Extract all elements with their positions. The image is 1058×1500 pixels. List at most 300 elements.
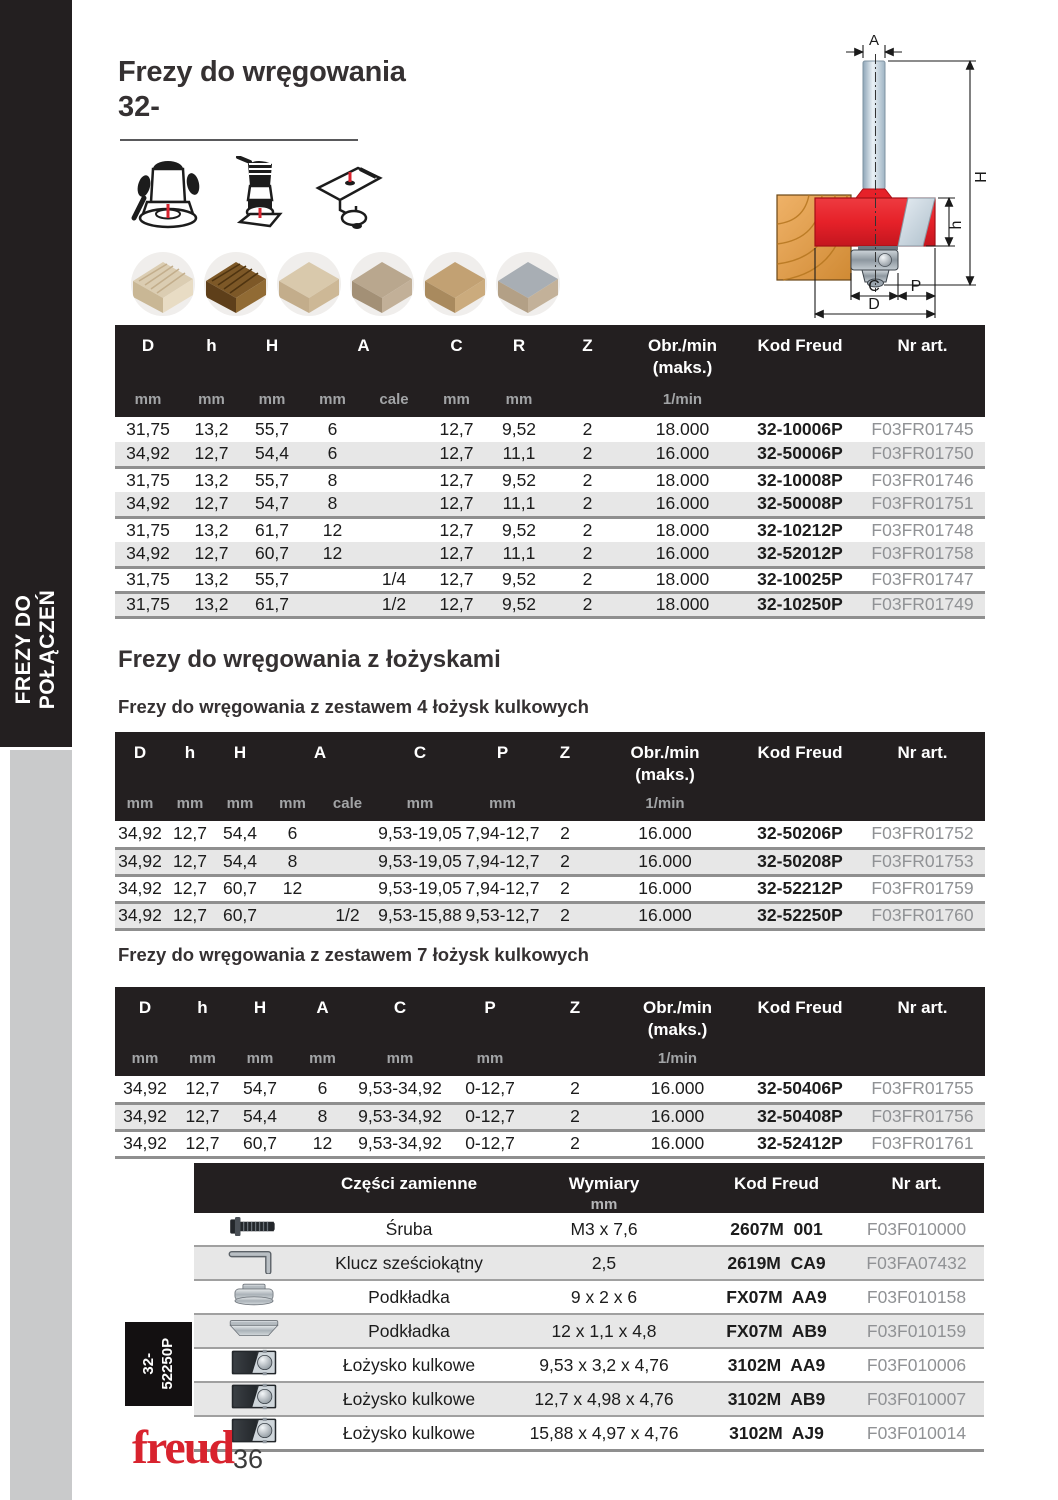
- table-cell: 8: [265, 848, 320, 875]
- table-cell: 9,52: [501, 419, 537, 439]
- column-header: Obr./min (maks.): [590, 732, 740, 785]
- column-header: h: [175, 987, 230, 1040]
- table-row: [194, 1314, 984, 1348]
- column-header: P: [445, 987, 535, 1040]
- units-row: [115, 1040, 985, 1076]
- sidebar-label-line2: POŁĄCZEŃ: [36, 590, 59, 710]
- table-cell: 2: [550, 492, 625, 517]
- table-cell: 7,94-12,7: [465, 875, 540, 902]
- bearing-set7-table: [115, 987, 985, 1159]
- table-row: [115, 442, 985, 467]
- unit-label: 1/min: [625, 378, 740, 417]
- unit-label: mm: [445, 1040, 535, 1076]
- column-header: H: [242, 325, 302, 378]
- column-header: A: [265, 732, 375, 785]
- table-cell: [320, 821, 375, 848]
- table-cell: 55,7: [242, 567, 302, 592]
- table-cell: 12: [302, 542, 363, 567]
- table-cell: 18.000: [655, 419, 710, 439]
- table-row: [115, 902, 985, 929]
- table-cell: 12,7: [165, 875, 215, 902]
- column-header: Obr./min (maks.): [625, 325, 740, 378]
- table-cell: F03FR01760: [860, 902, 985, 929]
- table-row: [115, 821, 985, 848]
- dim-c-label: C: [868, 278, 880, 295]
- subtitle-set4: Frezy do wręgowania z zestawem 4 łożysk kulkowych: [118, 696, 589, 717]
- table-cell: F03FR01746: [871, 469, 974, 490]
- unit-label: mm: [425, 378, 488, 417]
- column-header: H: [215, 732, 265, 785]
- material-mdf-icon: [423, 252, 487, 316]
- material-softwood-icon: [131, 252, 195, 316]
- table-cell: 12,7: [439, 419, 474, 439]
- table-cell: 18.000: [625, 592, 740, 617]
- table-cell: [363, 517, 425, 542]
- table-cell: 16.000: [590, 875, 740, 902]
- table-cell: 9,53-34,92: [355, 1076, 445, 1103]
- table-cell: 2,5: [504, 1246, 704, 1280]
- table-cell: 12: [290, 1130, 355, 1157]
- hex-key-icon: [194, 1246, 314, 1280]
- trim-router-icon: [220, 156, 296, 236]
- table-cell: F03FR01753: [860, 848, 985, 875]
- table-cell: 9,52: [501, 519, 537, 540]
- column-header: D: [115, 325, 181, 378]
- column-header: [194, 1163, 314, 1213]
- table-cell: F03F010158: [849, 1280, 984, 1314]
- table-cell: 12,7: [425, 542, 488, 567]
- section-title-bearings: Frezy do wręgowania z łożyskami: [118, 646, 501, 673]
- table-cell: 34,92: [115, 821, 165, 848]
- table-cell: 60,7: [230, 1130, 290, 1157]
- table-row: [115, 467, 985, 492]
- table-row: [115, 1130, 985, 1157]
- table-cell: 34,92: [115, 848, 165, 875]
- table-cell: [363, 467, 425, 492]
- table-cell: FX07M AA9: [704, 1280, 849, 1314]
- table-row: [194, 1280, 984, 1314]
- table-cell: 9 x 2 x 6: [504, 1280, 704, 1314]
- table-cell: 2: [550, 442, 625, 467]
- subtitle-set7: Frezy do wręgowania z zestawem 7 łożysk kulkowych: [118, 944, 589, 965]
- column-header: Z: [540, 732, 590, 785]
- column-header: P: [465, 732, 540, 785]
- unit-label: [740, 1040, 860, 1076]
- table-row: [115, 592, 985, 617]
- table-cell: 1/2: [363, 592, 425, 617]
- header-row: [194, 1163, 984, 1213]
- table-cell: 18.000: [655, 519, 710, 540]
- table-cell: 12,7: [181, 542, 242, 567]
- table-cell: 16.000: [590, 821, 740, 848]
- table-cell: 32-52250P: [740, 902, 860, 929]
- table-cell: 2: [540, 821, 590, 848]
- unit-label: mm: [375, 785, 465, 821]
- unit-label: mm: [215, 785, 265, 821]
- table-cell: 32-50206P: [740, 821, 860, 848]
- table-row: [194, 1382, 984, 1416]
- washer-flat-icon: [194, 1314, 314, 1348]
- column-header: Nr art.: [849, 1163, 984, 1213]
- unit-label: mm: [230, 1040, 290, 1076]
- table-cell: 12: [322, 519, 343, 540]
- table-cell: 12,7: [175, 1076, 230, 1103]
- table-cell: 32-52012P: [740, 542, 860, 567]
- table-cell: [320, 848, 375, 875]
- table-row: [194, 1213, 984, 1246]
- dim-a-label: A: [868, 32, 880, 49]
- table-row: [115, 517, 985, 542]
- table-cell: 12,7: [165, 848, 215, 875]
- table-cell: 16.000: [615, 1076, 740, 1103]
- header-row: [115, 987, 985, 1040]
- table-cell: 1/4: [363, 567, 425, 592]
- shank: [863, 61, 885, 189]
- table-row: [194, 1348, 984, 1382]
- table-cell: 32-50006P: [740, 442, 860, 467]
- table-cell: M3 x 7,6: [504, 1213, 704, 1246]
- unit-label: [860, 378, 985, 417]
- table-cell: 0-12,7: [445, 1103, 535, 1130]
- table-cell: 9,53-34,92: [355, 1103, 445, 1130]
- screw-icon: [194, 1213, 314, 1246]
- table-cell: 31,75: [115, 567, 181, 592]
- header-row: [115, 325, 985, 378]
- table-cell: 12,7: [175, 1130, 230, 1157]
- material-laminate-icon: [496, 252, 560, 316]
- table-cell: 54,7: [230, 1076, 290, 1103]
- table-cell: 12: [265, 875, 320, 902]
- table-cell: 16.000: [625, 442, 740, 467]
- table-cell: 12,7: [165, 902, 215, 929]
- table-cell: 15,88 x 4,97 x 4,76: [504, 1416, 704, 1451]
- table-cell: 1/2: [320, 902, 375, 929]
- material-plywood-icon: [277, 252, 341, 316]
- table-cell: 2: [550, 567, 625, 592]
- sidebar-label-line1: FREZY DO: [12, 595, 36, 705]
- table-row: [115, 1103, 985, 1130]
- tool-pictograms: [130, 156, 386, 236]
- table-cell: 12,7: [439, 519, 474, 540]
- table-cell: 8: [290, 1103, 355, 1130]
- table-cell: Łożysko kulkowe: [314, 1416, 504, 1451]
- column-header: h: [181, 325, 242, 378]
- spare-parts-table: [194, 1163, 984, 1452]
- unit-label: [860, 785, 985, 821]
- table-cell: F03FR01758: [860, 542, 985, 567]
- table-cell: Łożysko kulkowe: [314, 1382, 504, 1416]
- table-cell: 11,1: [488, 542, 550, 567]
- table-cell: 31,75: [126, 469, 170, 490]
- table-cell: 2: [535, 1103, 615, 1130]
- table-cell: 60,7: [215, 902, 265, 929]
- unit-label: mm: [115, 1040, 175, 1076]
- unit-label: mm: [265, 785, 320, 821]
- table-row: [115, 542, 985, 567]
- material-chipboard-icon: [350, 252, 414, 316]
- table-cell: F03FA07432: [849, 1246, 984, 1280]
- table-cell: 2: [535, 1076, 615, 1103]
- table-cell: 13,2: [181, 592, 242, 617]
- table-cell: 2: [582, 469, 593, 490]
- table-cell: 2: [582, 519, 593, 540]
- header-row: [115, 732, 985, 785]
- unit-label: [540, 785, 590, 821]
- table-row: [115, 848, 985, 875]
- sidebar-gray-bar: [10, 750, 72, 1500]
- table-cell: 32-10250P: [740, 592, 860, 617]
- page-number: 36: [233, 1444, 264, 1474]
- column-header: C: [425, 325, 488, 378]
- table-row: [194, 1416, 984, 1451]
- materials: [131, 252, 560, 316]
- column-header: Wymiary mm: [504, 1163, 704, 1213]
- unit-label: [860, 1040, 985, 1076]
- table-cell: 9,52: [488, 567, 550, 592]
- table-cell: 13,2: [194, 419, 229, 439]
- table-cell: 12,7: [425, 592, 488, 617]
- column-header: D: [115, 732, 165, 785]
- table-cell: Podkładka: [314, 1314, 504, 1348]
- table-row: [115, 567, 985, 592]
- unit-label: mm: [242, 378, 302, 417]
- table-cell: 9,53-15,88: [375, 902, 465, 929]
- table-cell: 2619M CA9: [704, 1246, 849, 1280]
- column-header: Obr./min (maks.): [615, 987, 740, 1040]
- unit-label: cale: [320, 785, 375, 821]
- plunge-router-icon: [130, 156, 206, 236]
- table-cell: 8: [302, 492, 363, 517]
- dim-h-total-label: H: [973, 171, 990, 183]
- table-cell: F03FR01761: [860, 1130, 985, 1157]
- table-cell: 12,7: [181, 492, 242, 517]
- table-cell: F03FR01747: [860, 567, 985, 592]
- table-cell: 32-50408P: [740, 1103, 860, 1130]
- table-cell: 18.000: [655, 469, 710, 490]
- table-cell: 11,1: [488, 492, 550, 517]
- column-header: Kod Freud: [740, 325, 860, 378]
- table-cell: 2: [582, 419, 593, 439]
- table-cell: 12,7: [181, 442, 242, 467]
- table-cell: 32-50208P: [740, 848, 860, 875]
- column-header: A: [302, 325, 425, 378]
- brand-logo: freud: [132, 1421, 234, 1474]
- table-cell: 2: [550, 542, 625, 567]
- table-cell: 34,92: [115, 875, 165, 902]
- column-header: A: [290, 987, 355, 1040]
- table-cell: 9,53-12,7: [465, 902, 540, 929]
- table-cell: Śruba: [314, 1213, 504, 1246]
- table-cell: F03F010159: [849, 1314, 984, 1348]
- table-cell: 2: [550, 592, 625, 617]
- table-cell: 54,4: [215, 821, 265, 848]
- table-cell: 6: [327, 419, 338, 439]
- table-cell: 34,92: [115, 492, 181, 517]
- table-cell: 12,7: [439, 469, 474, 490]
- table-cell: 12,7: [425, 492, 488, 517]
- table-cell: 60,7: [242, 542, 302, 567]
- column-header: Kod Freud: [704, 1163, 849, 1213]
- column-header: Części zamienne: [314, 1163, 504, 1213]
- column-header: Nr art.: [860, 732, 985, 785]
- table-row: [115, 1076, 985, 1103]
- table-cell: 32-52212P: [740, 875, 860, 902]
- table-cell: 2: [540, 848, 590, 875]
- table-cell: F03F010007: [849, 1382, 984, 1416]
- units-row: [115, 785, 985, 821]
- router-table-icon: [310, 156, 386, 236]
- table-cell: Klucz sześciokątny: [314, 1246, 504, 1280]
- table-row: [115, 417, 985, 442]
- table-cell: 34,92: [115, 1076, 175, 1103]
- unit-label: cale: [363, 378, 425, 417]
- table-cell: 2: [540, 902, 590, 929]
- table-cell: 34,92: [115, 902, 165, 929]
- table-cell: 31,75: [126, 519, 170, 540]
- column-header: Z: [550, 325, 625, 378]
- table-cell: [363, 492, 425, 517]
- table-cell: 9,53-19,05: [375, 875, 465, 902]
- title-rule: [120, 139, 358, 141]
- table-cell: 6: [265, 821, 320, 848]
- table-cell: 60,7: [215, 875, 265, 902]
- table-cell: 54,7: [242, 492, 302, 517]
- table-cell: 0-12,7: [445, 1130, 535, 1157]
- table-row: [115, 875, 985, 902]
- table-cell: 3102M AA9: [704, 1348, 849, 1382]
- table-cell: 11,1: [488, 442, 550, 467]
- table-cell: 12,7: [425, 567, 488, 592]
- table-cell: 13,2: [181, 567, 242, 592]
- table-cell: 2: [535, 1130, 615, 1157]
- table-cell: 54,4: [215, 848, 265, 875]
- material-hardwood-icon: [204, 252, 268, 316]
- table-cell: 32-50406P: [740, 1076, 860, 1103]
- table-cell: 12,7: [175, 1103, 230, 1130]
- table-cell: FX07M AB9: [704, 1314, 849, 1348]
- column-header: Kod Freud: [740, 987, 860, 1040]
- column-header: h: [165, 732, 215, 785]
- bearing-icon: [194, 1382, 314, 1416]
- table-cell: [320, 875, 375, 902]
- unit-label: mm: [488, 378, 550, 417]
- table-row: [194, 1246, 984, 1280]
- table-cell: 12,7 x 4,98 x 4,76: [504, 1382, 704, 1416]
- table-cell: F03FR01756: [860, 1103, 985, 1130]
- table-cell: 34,92: [115, 1130, 175, 1157]
- table-cell: F03FR01748: [871, 519, 974, 540]
- table-cell: 54,4: [230, 1103, 290, 1130]
- unit-label: mm: [302, 378, 363, 417]
- table-cell: 32-52412P: [740, 1130, 860, 1157]
- table-cell: [265, 902, 320, 929]
- title-block: [118, 56, 406, 124]
- unit-label: mm: [290, 1040, 355, 1076]
- unit-label: mm: [165, 785, 215, 821]
- table-cell: 16.000: [625, 492, 740, 517]
- series-code: 32-: [118, 91, 160, 124]
- table-cell: [363, 542, 425, 567]
- dim-p-label: P: [910, 278, 922, 295]
- table-cell: F03FR01755: [860, 1076, 985, 1103]
- table-cell: 32-50008P: [740, 492, 860, 517]
- unit-label: mm: [181, 378, 242, 417]
- table-cell: 3102M AJ9: [704, 1416, 849, 1451]
- table-cell: Podkładka: [314, 1280, 504, 1314]
- unit-label: mm: [175, 1040, 230, 1076]
- table-cell: 61,7: [242, 592, 302, 617]
- table-cell: 0-12,7: [445, 1076, 535, 1103]
- sidebar-section-label: [0, 555, 72, 745]
- unit-label: [740, 378, 860, 417]
- table-cell: [363, 417, 425, 442]
- table-cell: 12,7: [165, 821, 215, 848]
- table-cell: 16.000: [615, 1130, 740, 1157]
- table-cell: 6: [290, 1076, 355, 1103]
- table-cell: F03FR01759: [860, 875, 985, 902]
- table-cell: 2: [540, 875, 590, 902]
- table-cell: F03FR01749: [860, 592, 985, 617]
- table-cell: 9,53-19,05: [375, 821, 465, 848]
- column-header: Kod Freud: [740, 732, 860, 785]
- table-cell: 9,53-34,92: [355, 1130, 445, 1157]
- table-cell: 8: [327, 469, 338, 490]
- table-cell: F03FR01750: [860, 442, 985, 467]
- table-cell: 16.000: [625, 542, 740, 567]
- washer-icon: [194, 1280, 314, 1314]
- table-cell: 12,7: [425, 442, 488, 467]
- table-cell: [302, 567, 363, 592]
- unit-label: 1/min: [615, 1040, 740, 1076]
- table-cell: 18.000: [625, 567, 740, 592]
- bearing-set4-table: [115, 732, 985, 931]
- table-cell: 34,92: [115, 1103, 175, 1130]
- table-cell: 13,2: [194, 519, 229, 540]
- table-cell: 3102M AB9: [704, 1382, 849, 1416]
- column-header: C: [355, 987, 445, 1040]
- table-cell: 12 x 1,1 x 4,8: [504, 1314, 704, 1348]
- table-cell: F03F010014: [849, 1416, 984, 1451]
- unit-label: mm: [115, 785, 165, 821]
- table-cell: 7,94-12,7: [465, 821, 540, 848]
- column-header: D: [115, 987, 175, 1040]
- bit-dimension-diagram: [758, 28, 1058, 327]
- table-cell: 16.000: [590, 902, 740, 929]
- unit-label: mm: [115, 378, 181, 417]
- table-cell: Łożysko kulkowe: [314, 1348, 504, 1382]
- table-cell: 16.000: [590, 848, 740, 875]
- bearing-icon: [194, 1348, 314, 1382]
- table-cell: 32-10025P: [740, 567, 860, 592]
- table-cell: 54,4: [242, 442, 302, 467]
- table-cell: 55,7: [254, 469, 290, 490]
- column-header: Nr art.: [860, 987, 985, 1040]
- dim-d-label: D: [868, 296, 880, 313]
- column-header: Nr art.: [860, 325, 985, 378]
- table-cell: 32-10006P: [757, 419, 843, 439]
- table-cell: [302, 592, 363, 617]
- table-cell: 31,75: [115, 592, 181, 617]
- dim-h-cut-label: h: [948, 220, 965, 230]
- column-header: Z: [535, 987, 615, 1040]
- unit-label: [550, 378, 625, 417]
- table-cell: 34,92: [115, 542, 181, 567]
- unit-label: mm: [465, 785, 540, 821]
- column-header: H: [230, 987, 290, 1040]
- table-cell: F03F010000: [849, 1213, 984, 1246]
- table-cell: 31,75: [126, 419, 170, 439]
- table-cell: F03F010006: [849, 1348, 984, 1382]
